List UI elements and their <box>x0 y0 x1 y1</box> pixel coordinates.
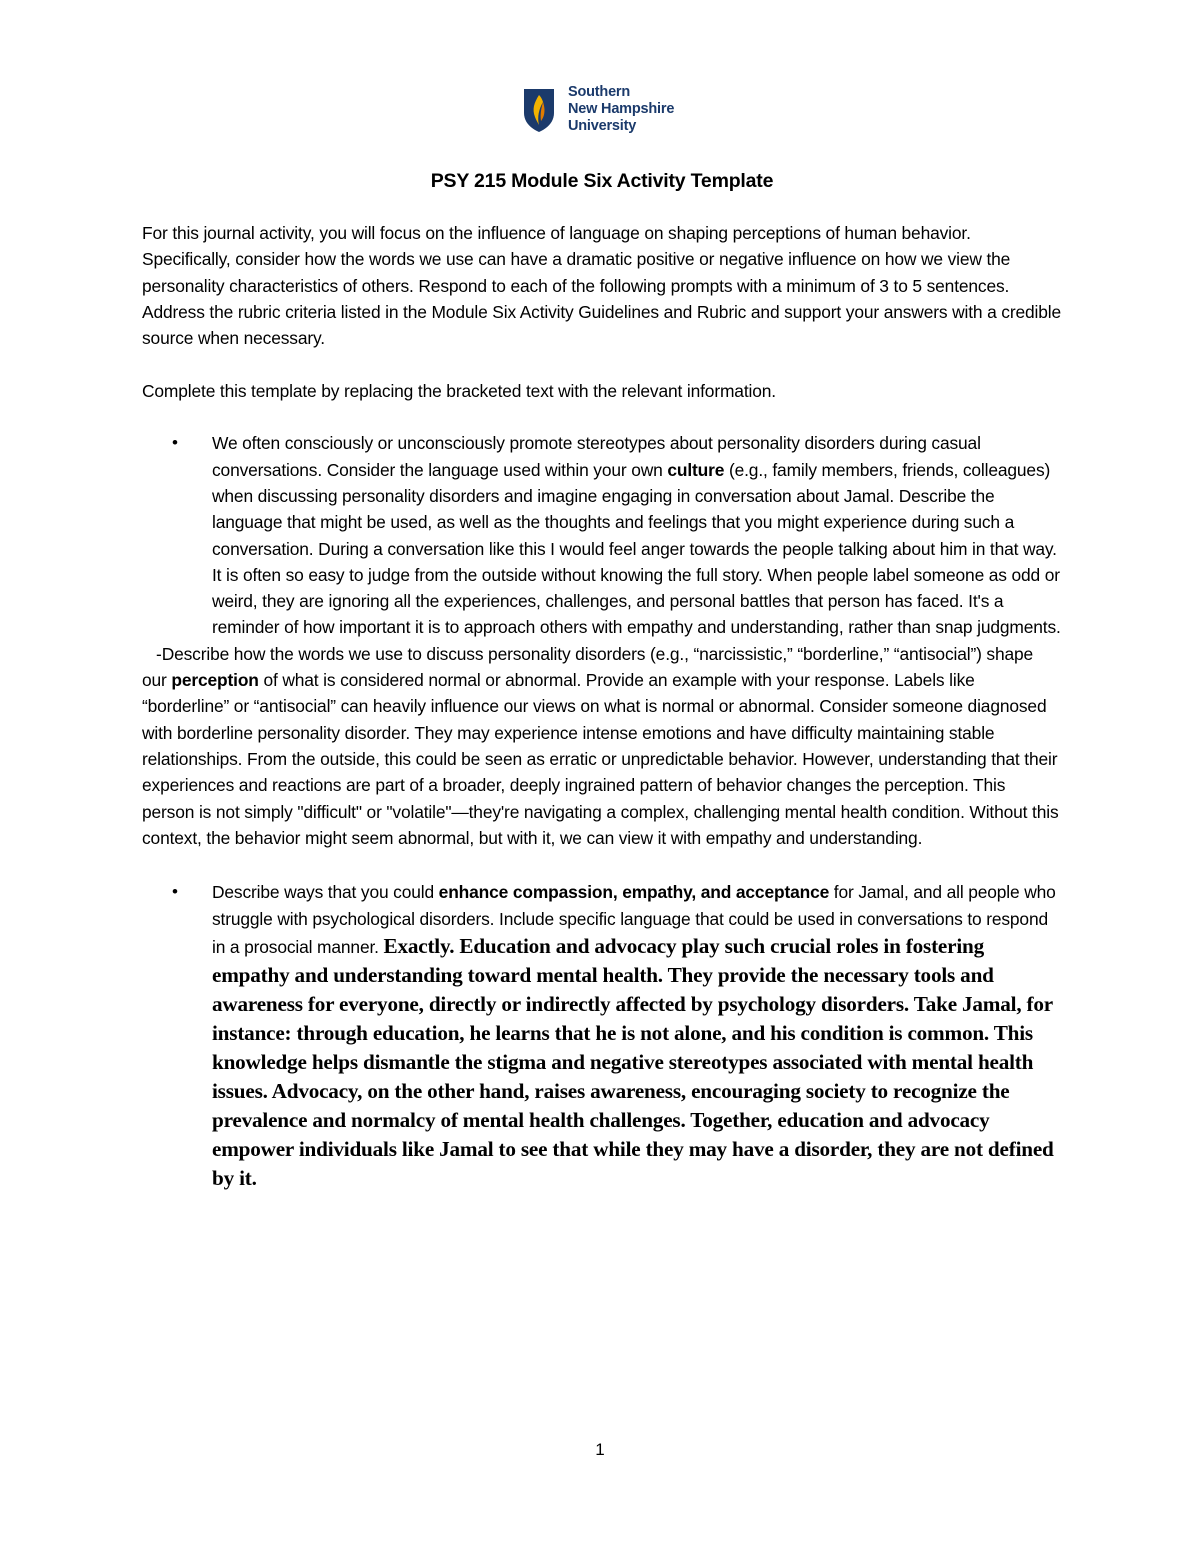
bullet-1-bold: culture <box>667 459 725 480</box>
logo-wordmark <box>568 84 674 135</box>
bullet-marker: • <box>172 433 178 453</box>
document-title: PSY 215 Module Six Activity Template <box>430 170 774 192</box>
logo-line-1: Southern <box>568 84 631 100</box>
prompt-2-text-a: -Describe how the words we use to discuss personality disorders (e.g., “narcissistic,” “borderline,” “antisocial”) shape our <box>142 643 1038 691</box>
document-body <box>142 168 1062 1193</box>
bullet-3-text-b: for Jamal, and all people who struggle with psychological disorders. Include specific language that could be used in conversations to respond in a prosocial manner. <box>212 882 1056 958</box>
logo-line-2: New Hampshire <box>568 101 675 117</box>
bullet-item-1 <box>142 430 1062 640</box>
bullet-marker: • <box>172 882 178 902</box>
instruction-paragraph: Complete this template by replacing the bracketed text with the relevant information. <box>142 380 776 401</box>
logo-line-3: University <box>568 118 637 134</box>
bullet-1-text-b: (e.g., family members, friends, colleagues) when discussing personality disorders and imagine engaging in conversation about Jamal. Describe the language that might be used, as well as the thoughts and feelings that you might experience during such a conversation. During a conversation like this I would feel anger towards the people talking about him in that way. It is often so easy to judge from the outside without knowing the full story. When people label someone as odd or weird, they are ignoring all the experiences, challenges, and personal battles that person has faced. It's a reminder of how important it is to approach others with empathy and understanding, rather than snap judgments. <box>212 459 1061 638</box>
prompt-2-bold: perception <box>171 670 259 691</box>
prompt-2-paragraph <box>142 641 1062 851</box>
snhu-logo <box>522 84 674 135</box>
page-number: 1 <box>595 1440 605 1459</box>
snhu-shield-icon <box>522 87 556 133</box>
bullet-3-answer: Exactly. Education and advocacy play such crucial roles in fostering empathy and understanding toward mental health. They provide the necessary tools and awareness for everyone, directly or indirectly affected by psychology disorders. Take Jamal, for instance: through education, he learns that he is not alone, and his condition is common. This knowledge helps dismantle the stigma and negative stereotypes associated with mental health issues. Advocacy, on the other hand, raises awareness, encouraging society to recognize the prevalence and normalcy of mental health challenges. Together, education and advocacy empower individuals like Jamal to see that while they may have a disorder, they are not defined by it. <box>212 934 1054 1191</box>
bullet-item-3 <box>142 879 1062 1193</box>
bullet-3-text-a: Describe ways that you could <box>212 882 439 903</box>
prompt-2-text-b: of what is considered normal or abnormal. Provide an example with your response. Labels like “borderline” or “antisocial” can heavily influence our views on what is normal or abnormal. Consider someone diagnosed with borderline personality disorder. They may experience intense emotions and have difficulty maintaining stable relationships. From the outside, this could be seen as erratic or unpredictable behavior. However, understanding that their experiences and reactions are part of a broader, deeply ingrained pattern of behavior changes the perception. This person is not simply "difficult" or "volatile"—they're navigating a complex, challenging mental health condition. Without this context, the behavior might seem abnormal, but with it, we can view it with empathy and understanding. <box>142 670 1064 848</box>
bullet-1-text-a: We often consciously or unconsciously promote stereotypes about personality disorders during casual conversations. Consider the language used within your own <box>212 433 981 480</box>
intro-paragraph: For this journal activity, you will focus on the influence of language on shaping perceptions of human behavior. Specifically, consider how the words we use can have a dramatic positive or negative influence on how we view the personality characteristics of others. Respond to each of the following prompts with a minimum of 3 to 5 sentences. Address the rubric criteria listed in the Module Six Activity Guidelines and Rubric and support your answers with a credible source when necessary. <box>142 223 1062 349</box>
bullet-3-bold: enhance compassion, empathy, and acceptance <box>438 882 830 903</box>
